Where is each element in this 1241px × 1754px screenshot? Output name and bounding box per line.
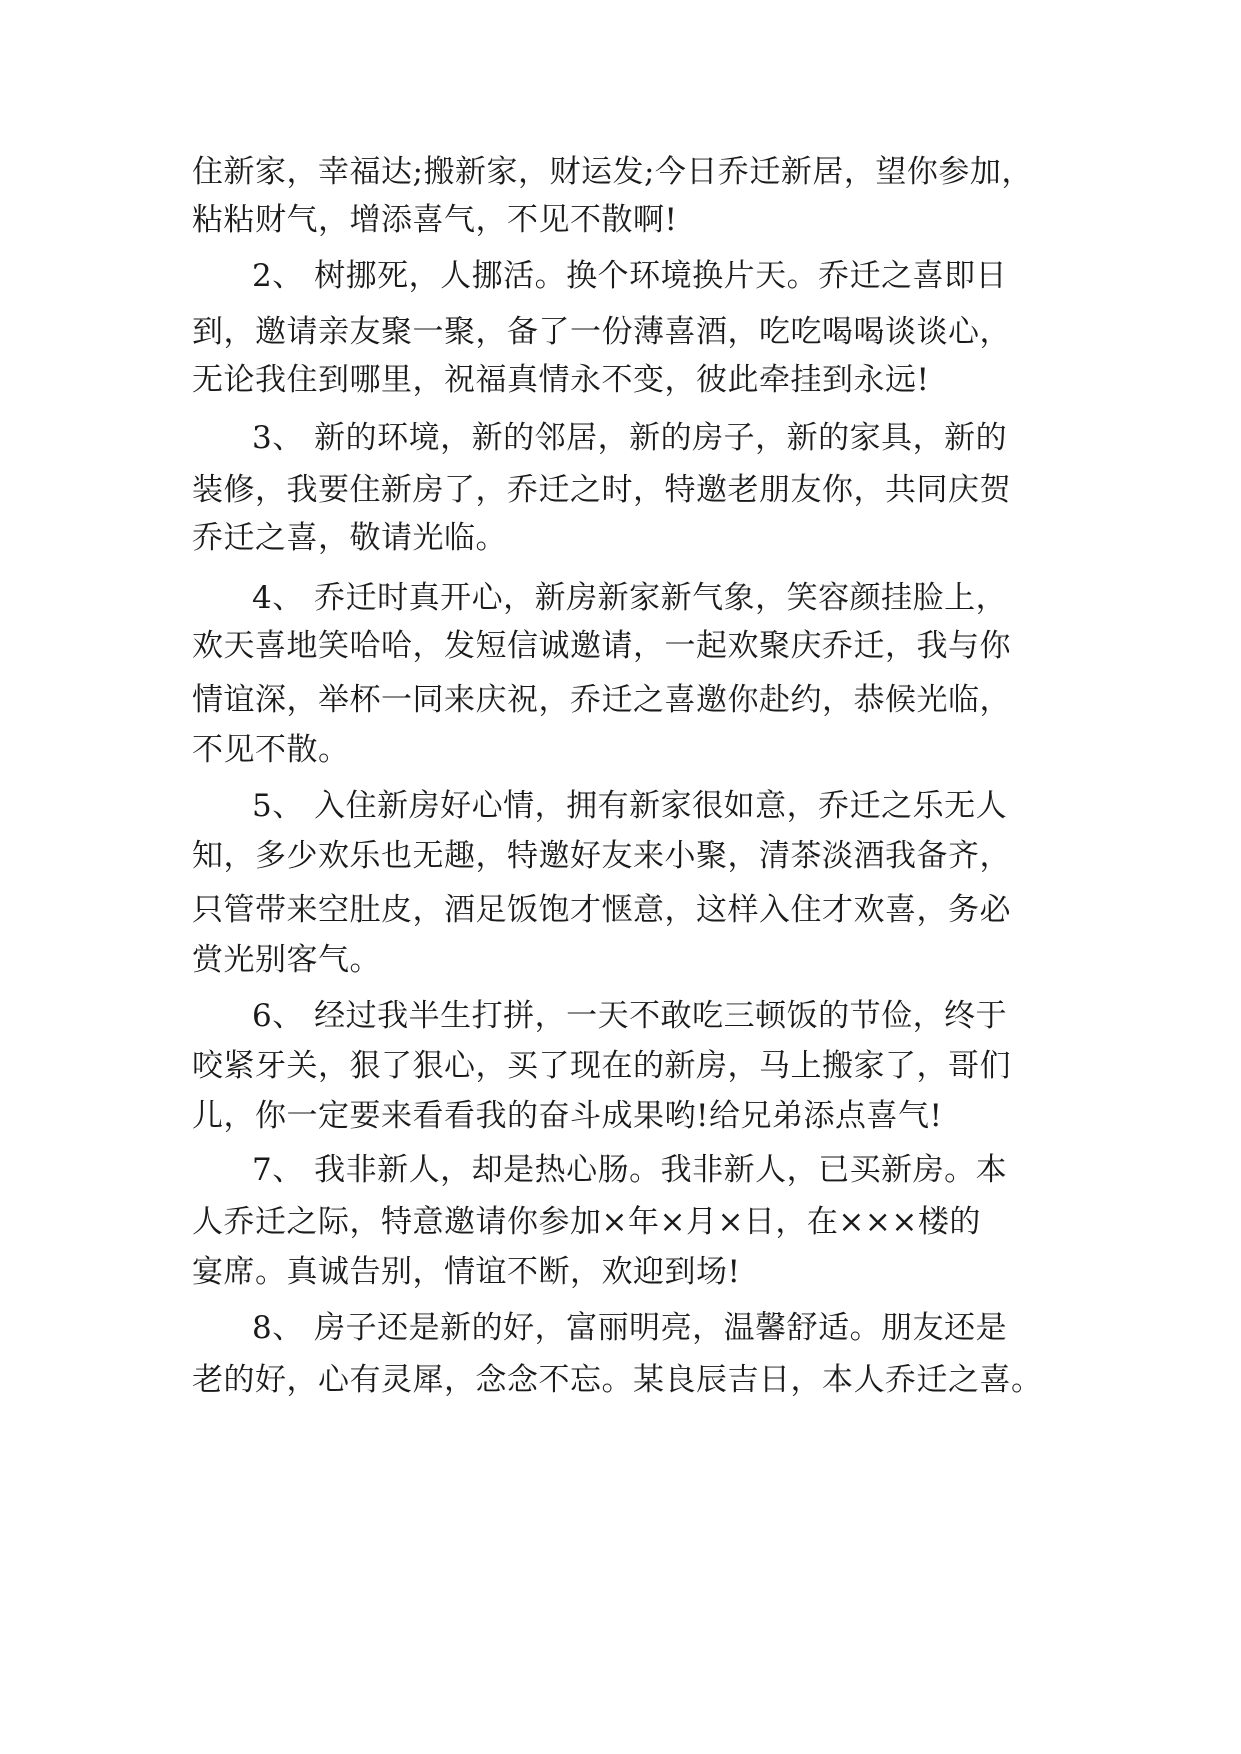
text-line: 6、 经过我半生打拼，一天不敢吃三顿饭的节俭，终于 <box>252 998 1008 1034</box>
text-line: 儿，你一定要来看看我的奋斗成果哟!给兄弟添点喜气! <box>192 1098 943 1134</box>
text-line: 2、 树挪死，人挪活。换个环境换片天。乔迁之喜即日 <box>252 258 1008 294</box>
text-line: 8、 房子还是新的好，富丽明亮，温馨舒适。朋友还是 <box>252 1310 1008 1346</box>
text-line: 咬紧牙关，狠了狠心，买了现在的新房，马上搬家了，哥们 <box>192 1048 1011 1084</box>
text-line: 乔迁之喜，敬请光临。 <box>192 520 507 556</box>
text-line: 欢天喜地笑哈哈，发短信诚邀请，一起欢聚庆乔迁，我与你 <box>192 628 1011 664</box>
text-line: 知，多少欢乐也无趣，特邀好友来小聚，清茶淡酒我备齐， <box>192 838 1011 874</box>
text-line: 赏光别客气。 <box>192 942 381 978</box>
text-line: 人乔迁之际，特意邀请你参加×年×月×日，在×××楼的 <box>192 1204 981 1240</box>
text-line: 粘粘财气，增添喜气，不见不散啊! <box>192 202 678 238</box>
text-line: 4、 乔迁时真开心，新房新家新气象，笑容颜挂脸上， <box>252 580 1008 616</box>
text-line: 宴席。真诚告别，情谊不断，欢迎到场! <box>192 1254 741 1290</box>
text-line: 到，邀请亲友聚一聚，备了一份薄喜酒，吃吃喝喝谈谈心， <box>192 314 1011 350</box>
text-line: 3、 新的环境，新的邻居，新的房子，新的家具，新的 <box>252 420 1008 456</box>
text-line: 老的好，心有灵犀，念念不忘。某良辰吉日，本人乔迁之喜。 <box>192 1362 1043 1398</box>
text-line: 无论我住到哪里，祝福真情永不变，彼此牵挂到永远! <box>192 362 930 398</box>
text-line: 只管带来空肚皮，酒足饭饱才惬意，这样入住才欢喜，务必 <box>192 892 1011 928</box>
text-line: 装修，我要住新房了，乔迁之时，特邀老朋友你，共同庆贺 <box>192 472 1011 508</box>
text-line: 住新家，幸福达;搬新家，财运发;今日乔迁新居，望你参加， <box>192 154 1033 190</box>
text-line: 不见不散。 <box>192 732 350 768</box>
text-line: 5、 入住新房好心情，拥有新家很如意，乔迁之乐无人 <box>252 788 1008 824</box>
text-line: 7、 我非新人，却是热心肠。我非新人，已买新房。本 <box>252 1152 1008 1188</box>
text-line: 情谊深，举杯一同来庆祝，乔迁之喜邀你赴约，恭候光临， <box>192 682 1011 718</box>
